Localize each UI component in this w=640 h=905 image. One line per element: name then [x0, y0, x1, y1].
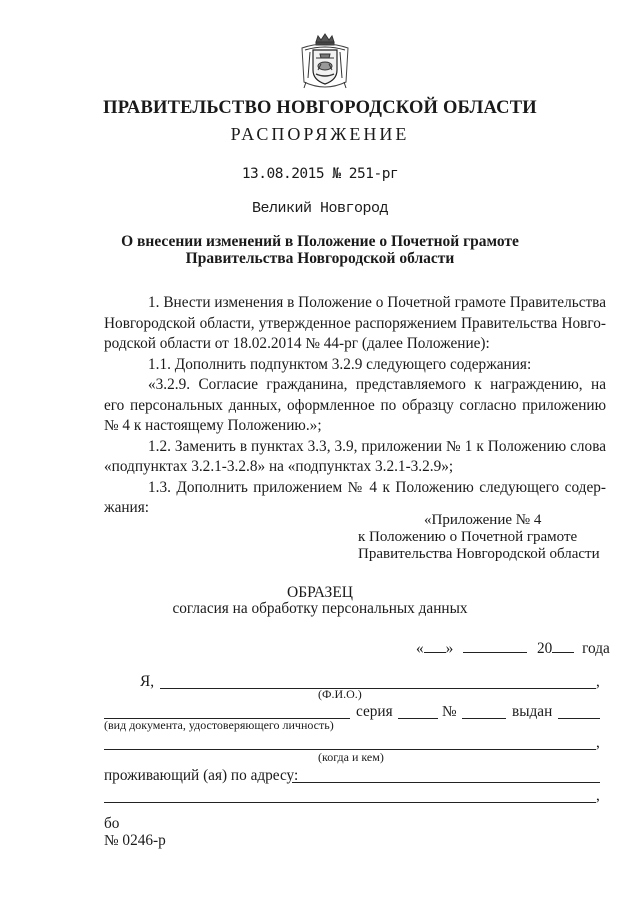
year-blank[interactable]	[552, 638, 574, 653]
series-field[interactable]	[398, 718, 438, 719]
footer-line-2: № 0246-р	[104, 832, 166, 849]
government-title: ПРАВИТЕЛЬСТВО НОВГОРОДСКОЙ ОБЛАСТИ	[103, 98, 537, 118]
form-date-line	[416, 638, 610, 658]
fio-caption: (Ф.И.О.)	[318, 687, 362, 701]
year-prefix: 20	[536, 640, 553, 657]
fio-field[interactable]	[160, 688, 596, 689]
appendix-line-1: «Приложение № 4	[424, 512, 542, 528]
when-comma: ,	[596, 734, 600, 751]
appendix-line-3: Правительства Новгородской области	[358, 546, 600, 562]
p1-line-3: родской области от 18.02.2014 № 44-рг (далее Положение):	[104, 335, 490, 352]
coat-of-arms-icon	[296, 30, 354, 94]
date-number: 13.08.2015 № 251-рг	[241, 166, 399, 182]
month-blank[interactable]	[463, 638, 527, 653]
number-field[interactable]	[462, 718, 506, 719]
p3-line-2: его персональных данных, оформленное по образцу согласно приложению	[104, 396, 606, 414]
p4-line-2: «подпунктах 3.2.1-3.2.8» на «подпунктах 3.2.1-3.2.9»;	[104, 458, 454, 475]
address-field-2[interactable]	[104, 802, 596, 803]
subject-line-2: Правительства Новгородской области	[185, 250, 455, 267]
issued-label: выдан	[512, 703, 553, 720]
address-field[interactable]	[292, 782, 600, 783]
issued-field[interactable]	[558, 718, 600, 719]
document-caption: (вид документа, удостоверяющего личность)	[104, 718, 334, 732]
sample-title: ОБРАЗЕЦ	[287, 584, 353, 601]
appendix-line-2: к Положению о Почетной грамоте	[358, 529, 578, 545]
city: Великий Новгород	[251, 200, 389, 217]
p2-line: 1.1. Дополнить подпунктом 3.2.9 следующего содержания:	[148, 355, 532, 373]
address-comma: ,	[596, 787, 600, 804]
footer-line-1: бо	[104, 815, 120, 832]
ya-label: Я,	[140, 673, 155, 690]
subject	[0, 233, 640, 267]
date-open-quote: «	[416, 640, 424, 657]
document-type: РАСПОРЯЖЕНИЕ	[230, 124, 410, 144]
p4-line-1: 1.2. Заменить в пунктах 3.3, 3.9, приложении № 1 к Положению слова	[148, 437, 606, 455]
day-blank[interactable]	[424, 638, 446, 653]
sample-subtitle: согласия на обработку персональных данных	[172, 600, 468, 617]
subject-line-1: О внесении изменений в Положение о Почетной грамоте	[121, 233, 519, 250]
series-label: серия	[356, 703, 393, 720]
date-close-quote: »	[445, 640, 454, 657]
p3-line-1: «3.2.9. Согласие гражданина, представляемого к награждению, на	[148, 376, 606, 393]
body-text	[104, 293, 606, 519]
p5-line-2: жания:	[104, 499, 150, 516]
number-label: №	[442, 703, 457, 720]
fio-comma: ,	[596, 673, 600, 690]
address-label: проживающий (ая) по адресу:	[104, 767, 299, 784]
p1-line-1: 1. Внести изменения в Положение о Почетной грамоте Правительства	[148, 294, 606, 311]
when-caption: (когда и кем)	[318, 750, 384, 764]
p3-line-3: № 4 к настоящему Положению.»;	[104, 417, 322, 434]
p5-line-1: 1.3. Дополнить приложением № 4 к Положению следующего содер-	[148, 478, 606, 496]
p1-line-2: Новгородской области, утвержденное распоряжением Правительства Новго-	[104, 314, 606, 332]
year-suffix: года	[582, 640, 610, 657]
